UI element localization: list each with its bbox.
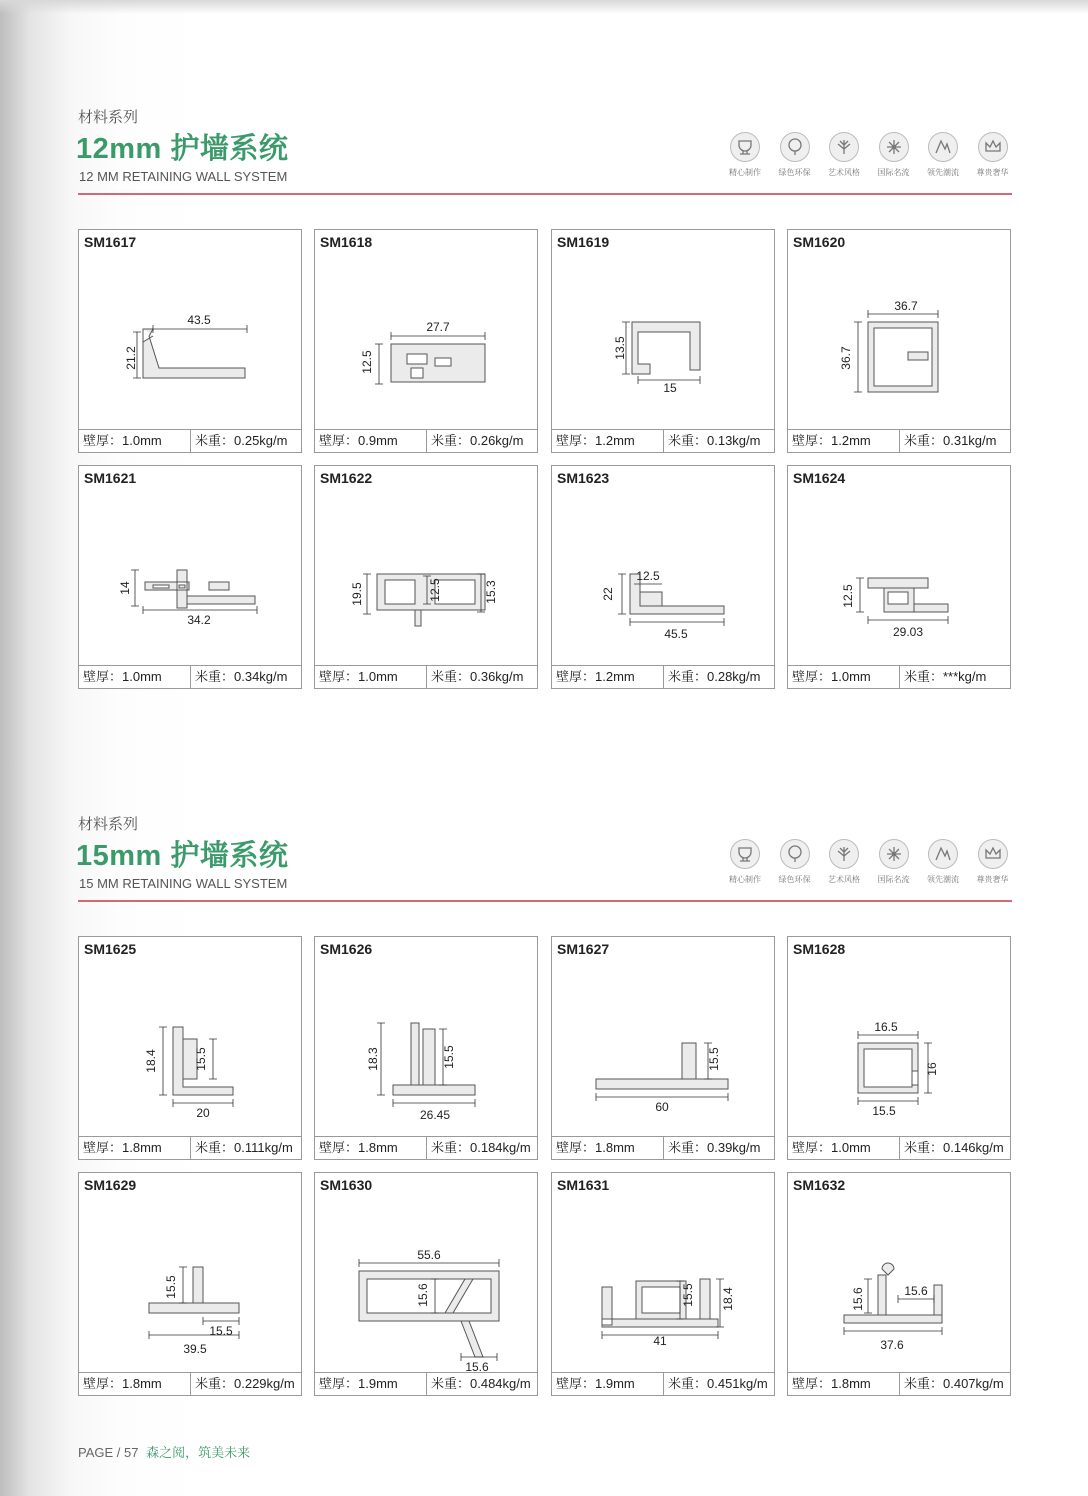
feature-peaks	[920, 132, 966, 178]
spec-row	[79, 665, 301, 688]
product-code: SM1628	[793, 941, 846, 957]
product-code: SM1625	[84, 941, 137, 957]
spec-row	[552, 429, 774, 452]
product-card	[787, 936, 1011, 1160]
product-card	[551, 229, 775, 453]
dimension-line	[363, 574, 371, 614]
dimension-label: 26.45	[419, 1108, 451, 1122]
product-card	[551, 1172, 775, 1396]
meter-weight: 米重：0.146kg/m	[899, 1137, 1010, 1159]
dimension-label: 29.03	[892, 625, 924, 639]
feature-leaf	[821, 132, 867, 178]
feature-label: 领先潮流	[927, 168, 959, 177]
spec-row	[79, 429, 301, 452]
wall-thickness: 壁厚：1.0mm	[83, 669, 162, 684]
profile-drawing	[79, 959, 301, 1135]
flower-icon	[879, 839, 909, 869]
meter-weight: 米重：0.31kg/m	[899, 430, 1010, 452]
wall-thickness: 壁厚：1.2mm	[792, 433, 871, 448]
product-code: SM1623	[557, 470, 610, 486]
dimension-label: 14	[118, 581, 132, 595]
product-code: SM1622	[320, 470, 373, 486]
feature-label: 精心制作	[729, 875, 761, 884]
dimension-label: 15.6	[904, 1284, 928, 1298]
dimension-label: 15.5	[681, 1283, 695, 1307]
feature-label: 绿色环保	[778, 168, 811, 177]
profile-drawing	[315, 959, 537, 1135]
spec-row	[315, 1136, 537, 1159]
page-shadow	[0, 0, 1088, 14]
dimension-label: 15.5	[194, 1047, 208, 1071]
dimension-label: 15.3	[484, 580, 498, 604]
meter-weight: 米重：0.34kg/m	[190, 666, 301, 688]
wall-thickness: 壁厚：1.0mm	[792, 1140, 871, 1155]
dimension-label: 18.4	[721, 1287, 735, 1311]
dimension-label: 15	[663, 381, 677, 395]
dimension-label: 12.5	[841, 584, 855, 608]
spec-row	[788, 1372, 1010, 1395]
product-card	[314, 936, 538, 1160]
dimension-label: 15.5	[707, 1047, 721, 1071]
wall-thickness: 壁厚：1.8mm	[556, 1140, 635, 1155]
feature-icons	[722, 839, 1022, 889]
meter-weight: 米重：0.451kg/m	[663, 1373, 774, 1395]
profile-outline	[858, 1043, 918, 1093]
dimension-label: 19.5	[350, 582, 364, 606]
feature-crown	[970, 132, 1016, 178]
profile-drawing	[315, 252, 537, 428]
product-code: SM1617	[84, 234, 137, 250]
profile-outline	[868, 322, 938, 392]
wall-thickness: 壁厚：1.0mm	[319, 669, 398, 684]
spec-row	[788, 429, 1010, 452]
wall-thickness: 壁厚：1.8mm	[792, 1376, 871, 1391]
profile-drawing	[79, 488, 301, 664]
feature-trophy	[722, 132, 768, 178]
trophy-icon	[730, 132, 760, 162]
product-code: SM1630	[320, 1177, 373, 1193]
spec-row	[552, 1372, 774, 1395]
dimension-line	[179, 1267, 187, 1303]
dimension-line	[854, 322, 862, 392]
profile-outline	[632, 322, 700, 374]
dimension-label: 13.5	[613, 336, 627, 360]
page-footer	[78, 1442, 250, 1461]
dimension-label: 41	[653, 1334, 667, 1348]
dimension-label: 45.5	[664, 627, 688, 641]
dimension-label: 18.3	[366, 1047, 380, 1071]
section-divider	[78, 900, 1012, 902]
product-code: SM1621	[84, 470, 137, 486]
product-code: SM1632	[793, 1177, 846, 1193]
wall-thickness: 壁厚：0.9mm	[319, 433, 398, 448]
spec-row	[79, 1372, 301, 1395]
product-code: SM1618	[320, 234, 373, 250]
profile-outline	[393, 1023, 475, 1095]
dimension-label: 21.2	[124, 346, 138, 370]
dimension-label: 27.7	[426, 320, 450, 334]
wall-thickness: 壁厚：1.8mm	[83, 1376, 162, 1391]
dimension-line	[864, 1279, 872, 1313]
spec-row	[788, 665, 1010, 688]
profile-outline	[602, 1279, 718, 1327]
meter-weight: 米重：0.28kg/m	[663, 666, 774, 688]
feature-label: 领先潮流	[927, 875, 959, 884]
meter-weight: 米重：***kg/m	[899, 666, 1010, 688]
spec-row	[552, 1136, 774, 1159]
product-code: SM1626	[320, 941, 373, 957]
product-code: SM1629	[84, 1177, 137, 1193]
feature-peaks	[920, 839, 966, 885]
dimension-label: 55.6	[417, 1248, 441, 1262]
leaf-icon	[829, 839, 859, 869]
feature-tree	[772, 839, 818, 885]
section-title: 12mm 护墙系统	[76, 133, 289, 165]
dimension-label: 15.5	[442, 1045, 456, 1069]
section-category: 材料系列	[78, 109, 139, 126]
dimension-label: 15.5	[164, 1275, 178, 1299]
profile-drawing	[788, 252, 1010, 428]
section-subtitle: 12 MM RETAINING WALL SYSTEM	[79, 169, 288, 184]
section-subtitle: 15 MM RETAINING WALL SYSTEM	[79, 876, 288, 891]
dimension-line	[375, 344, 383, 384]
dimension-label: 16	[925, 1062, 939, 1076]
feature-label: 艺术风格	[828, 168, 860, 177]
wall-thickness: 壁厚：1.0mm	[792, 669, 871, 684]
product-code: SM1631	[557, 1177, 610, 1193]
dimension-line	[431, 1279, 439, 1313]
dimension-label: 37.6	[880, 1338, 904, 1352]
profile-drawing	[315, 488, 537, 664]
product-code: SM1627	[557, 941, 610, 957]
meter-weight: 米重：0.26kg/m	[426, 430, 537, 452]
dimension-label: 20	[196, 1106, 210, 1120]
leaf-icon	[829, 132, 859, 162]
product-code: SM1619	[557, 234, 610, 250]
meter-weight: 米重：0.407kg/m	[899, 1373, 1010, 1395]
product-card	[78, 465, 302, 689]
profile-drawing	[79, 1195, 301, 1371]
dimension-label: 36.7	[894, 299, 918, 313]
spec-row	[315, 429, 537, 452]
dimension-line	[159, 1027, 167, 1095]
product-code: SM1620	[793, 234, 846, 250]
feature-leaf	[821, 839, 867, 885]
dimension-label: 22	[601, 587, 615, 601]
wall-thickness: 壁厚：1.2mm	[556, 669, 635, 684]
dimension-line	[393, 1099, 475, 1107]
profile-drawing	[79, 252, 301, 428]
spec-row	[315, 1372, 537, 1395]
dimension-line	[131, 570, 139, 606]
profile-drawing	[552, 959, 774, 1135]
feature-label: 尊贵奢华	[976, 875, 1009, 884]
profile-drawing	[315, 1195, 537, 1371]
spec-row	[552, 665, 774, 688]
section-divider	[78, 193, 1012, 195]
wall-thickness: 壁厚：1.0mm	[83, 433, 162, 448]
dimension-label: 15.5	[209, 1324, 233, 1338]
product-card	[551, 465, 775, 689]
feature-flower	[871, 839, 917, 885]
feature-label: 国际名流	[877, 168, 910, 177]
peaks-icon	[928, 132, 958, 162]
dimension-line	[209, 1039, 217, 1079]
product-card	[314, 229, 538, 453]
profile-drawing	[552, 488, 774, 664]
dimension-line	[618, 574, 626, 614]
dimension-label: 15.6	[416, 1283, 430, 1307]
wall-thickness: 壁厚：1.9mm	[556, 1376, 635, 1391]
wall-thickness: 壁厚：1.8mm	[83, 1140, 162, 1155]
dimension-label: 12.5	[636, 569, 660, 583]
feature-flower	[871, 132, 917, 178]
profile-drawing	[788, 959, 1010, 1135]
product-card	[787, 229, 1011, 453]
dimension-label: 34.2	[187, 613, 211, 627]
product-card	[78, 936, 302, 1160]
feature-label: 绿色环保	[778, 875, 811, 884]
profile-outline	[145, 570, 255, 608]
dimension-label: 43.5	[187, 313, 211, 327]
wall-thickness: 壁厚：1.8mm	[319, 1140, 398, 1155]
dimension-line	[630, 618, 724, 626]
meter-weight: 米重：0.39kg/m	[663, 1137, 774, 1159]
spec-row	[315, 665, 537, 688]
dimension-label: 16.5	[874, 1020, 898, 1034]
product-card	[787, 1172, 1011, 1396]
tree-icon	[780, 839, 810, 869]
meter-weight: 米重：0.111kg/m	[190, 1137, 301, 1159]
product-card	[787, 465, 1011, 689]
dimension-label: 12.5	[360, 350, 374, 374]
dimension-label: 39.5	[183, 1342, 207, 1356]
spec-row	[788, 1136, 1010, 1159]
feature-label: 国际名流	[877, 875, 910, 884]
section-category: 材料系列	[78, 816, 139, 833]
product-card	[314, 465, 538, 689]
dimension-label: 60	[655, 1100, 669, 1114]
meter-weight: 米重：0.25kg/m	[190, 430, 301, 452]
footer-slogan: 森之阅，筑美未来	[146, 1445, 251, 1460]
product-card	[314, 1172, 538, 1396]
product-code: SM1624	[793, 470, 846, 486]
feature-trophy	[722, 839, 768, 885]
product-card	[78, 1172, 302, 1396]
dimension-line	[856, 578, 864, 612]
crown-icon	[978, 839, 1008, 869]
page-number: PAGE / 57	[78, 1445, 139, 1460]
dimension-label: 15.6	[465, 1360, 489, 1371]
spec-row	[79, 1136, 301, 1159]
profile-outline	[149, 1267, 239, 1313]
feature-label: 艺术风格	[828, 875, 860, 884]
profile-drawing	[552, 1195, 774, 1371]
dimension-label: 15.6	[851, 1287, 865, 1311]
feature-crown	[970, 839, 1016, 885]
profile-outline	[143, 329, 245, 378]
peaks-icon	[928, 839, 958, 869]
product-card	[551, 936, 775, 1160]
dimension-label: 36.7	[839, 346, 853, 370]
dimension-label: 18.4	[144, 1049, 158, 1073]
wall-thickness: 壁厚：1.2mm	[556, 433, 635, 448]
wall-thickness: 壁厚：1.9mm	[319, 1376, 398, 1391]
meter-weight: 米重：0.184kg/m	[426, 1137, 537, 1159]
crown-icon	[978, 132, 1008, 162]
profile-outline	[391, 344, 485, 382]
dimension-label: 12.5	[428, 578, 442, 602]
meter-weight: 米重：0.13kg/m	[663, 430, 774, 452]
profile-drawing	[788, 488, 1010, 664]
feature-tree	[772, 132, 818, 178]
meter-weight: 米重：0.484kg/m	[426, 1373, 537, 1395]
feature-icons	[722, 132, 1022, 182]
feature-label: 尊贵奢华	[976, 168, 1009, 177]
trophy-icon	[730, 839, 760, 869]
dimension-line	[868, 616, 948, 624]
meter-weight: 米重：0.36kg/m	[426, 666, 537, 688]
feature-label: 精心制作	[729, 168, 761, 177]
section-title: 15mm 护墙系统	[76, 840, 289, 872]
product-card	[78, 229, 302, 453]
profile-drawing	[552, 252, 774, 428]
meter-weight: 米重：0.229kg/m	[190, 1373, 301, 1395]
tree-icon	[780, 132, 810, 162]
dimension-line	[844, 1327, 942, 1335]
profile-drawing	[788, 1195, 1010, 1371]
flower-icon	[879, 132, 909, 162]
profile-outline	[868, 578, 948, 612]
dimension-label: 15.5	[872, 1104, 896, 1118]
